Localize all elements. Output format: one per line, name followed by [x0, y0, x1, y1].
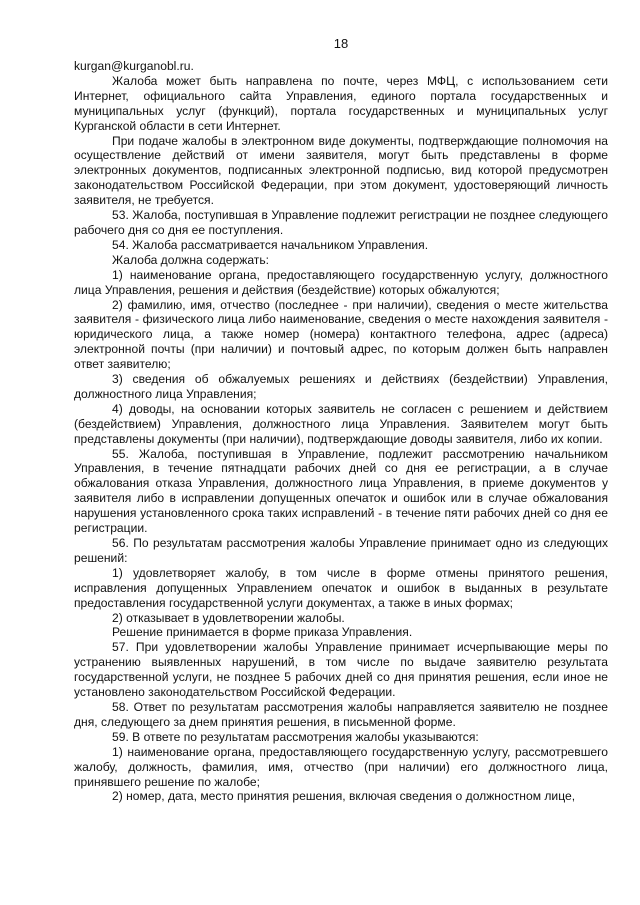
document-body [74, 59, 608, 804]
decision-item-2: 2) отказывает в удовлетворении жалобы. [112, 610, 345, 625]
clause-57: 57. При удовлетворении жалобы Управление принимает исчерпывающие меры по устранению выявленных нарушений, в том числе по выдаче заявителю результата государственной услуги, не позднее 5 рабочих дней со дня принятия решения, если иное не установлено законодательством Российской Федерации. [74, 640, 608, 700]
complaint-contents-heading: Жалоба должна содержать: [112, 252, 270, 267]
decision-item-1: 1) удовлетворяет жалобу, в том числе в форме отмены принятого решения, исправления допущенных Управлением опечаток и ошибок в выданных в результате предоставления государственной услуги документах, а также в иных формах; [74, 565, 608, 610]
decision-form-note: Решение принимается в форме приказа Управления. [112, 625, 413, 640]
clause-56: 56. По результатам рассмотрения жалобы Управление принимает одно из следующих решений: [74, 536, 608, 565]
clause-58: 58. Ответ по результатам рассмотрения жалобы направляется заявителю не позднее дня, следующего за днем принятия решения, в письменной форме. [74, 699, 608, 729]
clause-55: 55. Жалоба, поступившая в Управление, подлежит рассмотрению начальником Управления, в течение пятнадцати рабочих дней со дня ее регистрации, а в случае обжалования отказа Управления, должностного лица Управления, в приеме документов у заявителя либо в исправлении допущенных опечаток и ошибок или в случае обжалования нарушения установленного срока таких исправлений - в течение пяти рабочих дней со дня ее регистрации. [74, 446, 608, 536]
complaint-content-item-2: 2) фамилию, имя, отчество (последнее - при наличии), сведения о месте жительства заявителя - физического лица либо наименование, сведения о месте нахождения заявителя - юридического лица, а также номер (номера) контактного телефона, адрес (адреса) электронной почты (при наличии) и почтовый адрес, по которым должен быть направлен ответ заявителю; [74, 297, 608, 372]
email-line: kurgan@kurganobl.ru. [74, 59, 194, 73]
clause-53: 53. Жалоба, поступившая в Управление подлежит регистрации не позднее следующего рабочего дня со дня ее поступления. [74, 208, 608, 237]
response-item-2: 2) номер, дата, место принятия решения, включая сведения о должностном лице, [112, 789, 576, 804]
clause-54: 54. Жалоба рассматривается начальником Управления. [112, 237, 429, 252]
page-number: 18 [333, 36, 349, 51]
clause-59: 59. В ответе по результатам рассмотрения жалобы указываются: [112, 729, 479, 744]
complaint-content-item-3: 3) сведения об обжалуемых решениях и действиях (бездействии) Управления, должностного лица Управления; [74, 372, 608, 401]
response-item-1: 1) наименование органа, предоставляющего государственную услугу, рассмотревшего жалобу, должность, фамилия, имя, отчество (при наличии) его должностного лица, принявшего решение по жалобе; [74, 744, 608, 789]
paragraph-submission-channels: Жалоба может быть направлена по почте, через МФЦ, с использованием сети Интернет, официального сайта Управления, единого портала государственных и муниципальных услуг (функций), портала государственных и муниципальных услуг Курганской области в сети Интернет. [74, 73, 608, 133]
complaint-content-item-1: 1) наименование органа, предоставляющего государственную услугу, должностного лица Управления, решения и действия (бездействие) которых обжалуются; [74, 267, 608, 297]
complaint-content-item-4: 4) доводы, на основании которых заявитель не согласен с решением и действием (бездействием) Управления, должностного лица Управления. Заявителем могут быть представлены документы (при наличии), подтверждающие доводы заявителя, либо их копии. [74, 401, 608, 446]
paragraph-electronic-submission: При подаче жалобы в электронном виде документы, подтверждающие полномочия на осуществление действий от имени заявителя, могут быть представлены в форме электронных документов, подписанных электронной подписью, вид которой предусмотрен законодательством Российской Федерации, при этом документ, удостоверяющий личность заявителя, не требуется. [74, 133, 608, 208]
